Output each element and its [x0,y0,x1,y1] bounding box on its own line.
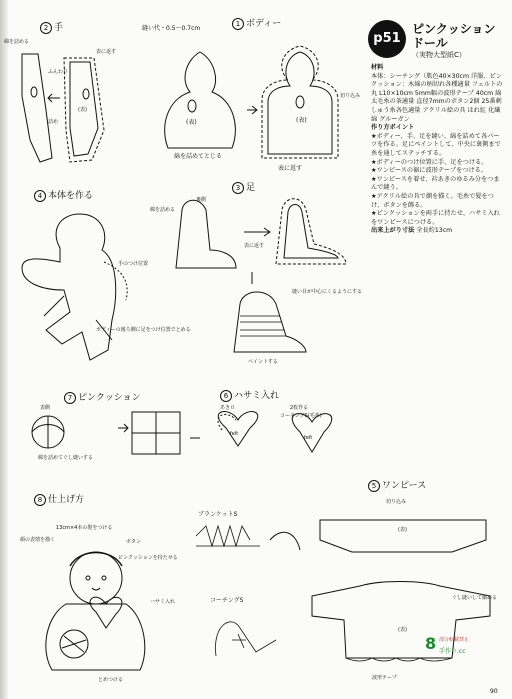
doll-head [70,552,122,604]
scissors-felt-a: felt [230,431,239,437]
section-1-heading: 1 ボディー [232,18,281,30]
doll-body [22,214,116,360]
pincushion-front-label: 表側 [40,405,51,411]
hand-soft-note: ふんわり [48,69,69,75]
scissors-case-b [292,414,332,452]
publisher-logo: 8 部分転載禁止 手作り.cc [425,634,470,655]
dress-tape-note: 波形テープ [372,675,397,681]
body-left-label: (表) [186,119,197,126]
section-8-heading: 8 仕上げ方 [34,494,84,506]
hand-turn-note: 表に返す [96,49,117,55]
hand-stuff-note: 綿を詰める [4,39,30,45]
pincushion-stuff-note: 綿を詰めてぐし縫いする [38,455,94,461]
scissors-case-note: ハサミ入れ [150,599,176,605]
dress-top-label: (表) [398,527,407,533]
section-5-heading: 5 ワンピース [368,480,426,492]
blanket-stitch-label: ブランケットS [198,511,238,518]
leg-position-note: ボディーの後ろ側に足をつけ位置でとめる [96,327,191,333]
page-number: 90 [490,688,498,695]
pattern-title: ピンクッション ドール [412,22,496,50]
dress-cut-note: 切り込み [386,499,407,505]
foot-stuff-note: 綿を詰める [150,207,176,213]
foot-back-label: 裏側 [196,197,207,203]
body-piece-left [165,52,236,148]
point-item: ★ワンピースを着せ、衿あきのゆるみ分をつまんで縫う。 [371,175,500,192]
section-7-heading: 7 ピンクッション [64,392,141,404]
body-turn-note: 表に返す [278,165,303,172]
scissors-case-a [218,412,258,446]
body-stuff-note: 綿を詰めてとじる [174,153,223,160]
size-value: 全長約13cm [416,227,453,235]
seam-allowance-note: 縫い代・0.5〜0.7cm [142,25,201,32]
scissors-opening-label: あきロ [220,405,236,411]
pattern-code-badge: p51 [368,20,406,58]
couching-stitch [215,622,276,656]
point-item: ★アクリル絵の具で顔を描く。毛糸で髪をつけ、ボタンを飾る。 [371,192,494,209]
point-item: ★ワンピースの裾に波形テープをつける。 [371,167,488,175]
fasten-note: とめつける [98,677,124,683]
point-item: ★ボディー、手、足を縫い、綿を詰めて各パーツを作る。足にペイントして、中央に裏側まで糸を通してステッチする。 [371,132,501,157]
scissors-couching-note: コーチングS(毛糸) [280,413,322,419]
point-item: ★ピンクッションを両手に持たせ、ハサミ入れをワンピースにつける。 [371,210,500,226]
scissors-two-pieces: 2枚作る [290,405,309,411]
button-note: ボタン [126,539,142,545]
section-4-heading: 4 本体を作る [34,190,93,202]
materials-text [371,64,503,236]
point-item: ★ボディーのつけ位置に手、足をつける。 [371,158,488,166]
blanket-stitch [196,526,260,546]
arm-position-note: 手のつけ位置 [118,261,149,267]
hair-note: 13cm×4本の髪をつける [56,525,113,531]
dress-bottom-label: (表) [398,627,407,633]
hold-pincushion-note: ピンクッションを持たせる [118,555,178,561]
pattern-subtitle: （実物大型紙C） [412,51,466,59]
foot-paint-note: ペイントする [248,359,278,365]
hand-label: (表) [78,107,87,113]
dress-top-piece [320,520,486,552]
materials-heading: 材料 [371,64,384,71]
body-right-label: (表) [296,117,307,124]
hand-fill-note: 詰め [48,119,59,125]
points-heading: 作り方ポイント [371,124,415,132]
section-2-heading: 2 手 [40,22,63,34]
materials-body: 本体：シーチング（肌色40×30cm 洋服、ピンクッション：木綿の柄切れ各種適量 フェルトの丸 L10×10cm 5mm幅の波形テープ 40cm 綿 太毛糸の茶適量 直径7mmのボタン2個 25番刺しゅう糸各色適量 アクリル絵の具 はれ紅 化繊綿 グルーガン [371,72,503,123]
body-cut-note: 切り込み [340,93,361,99]
dress-gather-note: ぐし縫いして縮める [452,595,498,601]
doll-dress [46,604,145,670]
face-note: 顔の表情を描く [20,537,56,543]
section-3-heading: 3 足 [232,182,255,194]
foot-turn-note: 表に返す [244,243,265,249]
couching-stitch-label: コーチングS [210,597,244,604]
size-heading: 出来上がり寸法 [371,227,415,235]
scissors-felt-b: felt [304,435,313,441]
foot-piece-left [176,197,236,268]
foot-seam-note: 縫い目が中心にくるようにする [292,289,363,295]
section-6-heading: 6 ハサミ入れ [220,390,279,402]
body-piece-right [262,46,338,158]
